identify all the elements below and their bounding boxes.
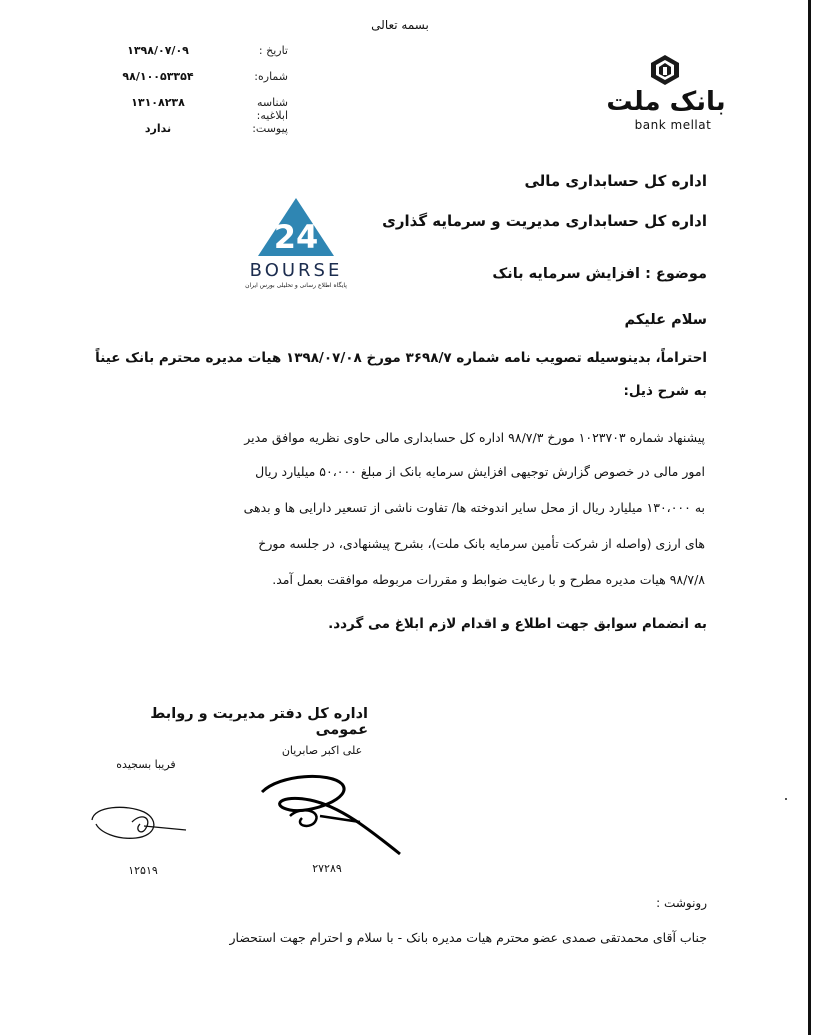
greeting: سلام علیکم <box>624 312 707 328</box>
meta-attachment-row <box>108 122 288 142</box>
recipient-line-2: اداره کل حسابداری مدیریت و سرمایه گذاری <box>382 212 707 230</box>
signature-1-scribble <box>250 770 410 860</box>
signer-2-name: فریبا بسجیده <box>116 758 176 771</box>
meta-date-row <box>108 44 288 64</box>
closing-line: به انضمام سوابق جهت اطلاع و اقدام لازم ابلاغ می گردد. <box>328 616 707 632</box>
subject-line: موضوع : افزایش سرمایه بانک <box>492 266 707 282</box>
meta-notice-id-value: ۱۳۱۰۸۲۳۸ <box>131 96 185 109</box>
signature-2-scribble <box>86 796 196 852</box>
signer-1-code: ۲۷۲۸۹ <box>312 862 342 875</box>
body-line-1: پیشنهاد شماره ۱۰۲۳۷۰۳ مورخ ۹۸/۷/۳ اداره کل حسابداری مالی حاوی نظریه موافق مدیر <box>244 430 705 445</box>
body-line-3: به ۱۳۰،۰۰۰ میلیارد ریال از محل سایر اندوخته ها/ تفاوت ناشی از تسعیر دارایی ها و بدهی <box>243 500 705 515</box>
signer-2-code: ۱۲۵۱۹ <box>128 864 158 877</box>
bourse-number: 24 <box>273 218 319 256</box>
intro-line-1: احتراماً، بدینوسیله تصویب نامه شماره ۳۶۹۸/۷ مورخ ۱۳۹۸/۰۷/۰۸ هیات مدیره محترم بانک عیناً <box>95 350 707 366</box>
meta-attachment-value: ندارد <box>144 122 172 135</box>
bank-name-english: bank mellat <box>634 118 712 132</box>
body-line-5: ۹۸/۷/۸ هیات مدیره مطرح و با رعایت ضوابط و مقررات مربوطه موافقت بعمل آمد. <box>272 572 705 587</box>
cc-line: جناب آقای محمدتقی صمدی عضو محترم هیات مدیره بانک - با سلام و احترام جهت استحضار <box>229 930 707 945</box>
bank-mellat-logo <box>596 52 736 132</box>
body-line-4: های ارزی (واصله از شرکت تأمین سرمایه بانک ملت)، بشرح پیشنهادی، در جلسه مورخ <box>258 536 705 551</box>
body-line-2: امور مالی در خصوص گزارش توجیهی افزایش سرمایه بانک از مبلغ ۵۰،۰۰۰ میلیارد ریال <box>255 464 705 479</box>
signature-office-title: اداره کل دفتر مدیریت و روابط عمومی <box>150 706 368 738</box>
signer-1-name: علی اکبر صابریان <box>281 744 363 757</box>
bank-name-persian: بانک ملت <box>606 87 726 117</box>
meta-notice-id-row <box>108 96 288 122</box>
meta-date-label: تاریخ : <box>258 44 288 57</box>
meta-number-value: ۹۸/۱۰۰۵۳۳۵۴ <box>122 70 194 83</box>
meta-attachment-label: پیوست: <box>252 122 288 135</box>
meta-notice-id-label: شناسه ابلاغیه: <box>256 96 288 122</box>
bourse-triangle-icon <box>256 196 336 258</box>
bourse-word: BOURSE <box>249 260 343 281</box>
intro-line-2: به شرح ذیل: <box>623 383 707 399</box>
bourse-subtitle: پایگاه اطلاع رسانی و تحلیلی بورس ایران <box>245 282 347 289</box>
bismillah-header: بسمه تعالی <box>371 18 429 32</box>
bourse-watermark-logo <box>240 196 352 296</box>
meta-number-label: شماره: <box>254 70 288 83</box>
meta-date-value: ۱۳۹۸/۰۷/۰۹ <box>127 44 189 57</box>
bank-emblem-icon <box>646 52 684 88</box>
cc-label: رونوشت : <box>656 896 707 910</box>
meta-number-row <box>108 70 288 90</box>
recipient-line-1: اداره کل حسابداری مالی <box>524 172 707 190</box>
page-edge-line <box>808 0 811 1035</box>
scan-dot <box>785 798 787 800</box>
